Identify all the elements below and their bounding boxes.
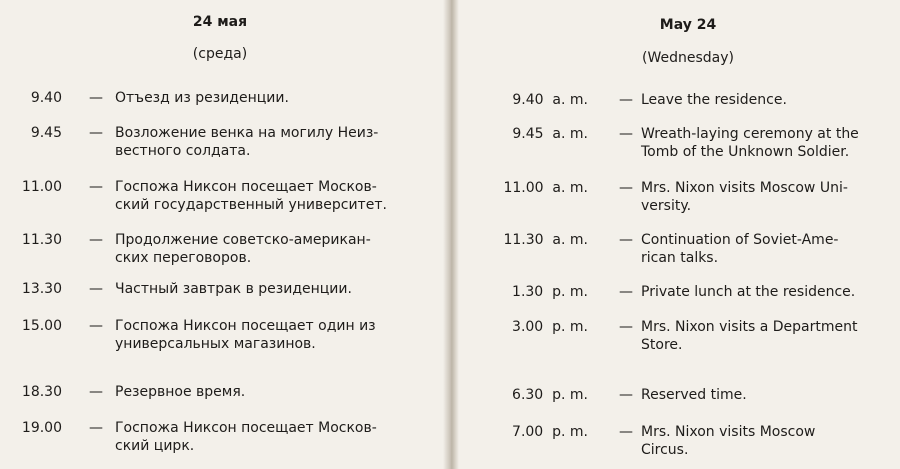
dash: — — [619, 319, 633, 335]
description-line: Tomb of the Unknown Soldier. — [641, 144, 850, 160]
event-description — [115, 383, 245, 401]
description-line: Continuation of Soviet-Ame- — [641, 232, 839, 248]
time-label: 18.30 — [21, 384, 62, 400]
dash: — — [89, 318, 103, 334]
dash: — — [619, 284, 633, 300]
event-description — [641, 179, 848, 215]
dash: — — [89, 232, 103, 248]
description-line: Продолжение советско-американ- — [115, 232, 371, 248]
description-line: Wreath-laying ceremony at the — [641, 126, 859, 142]
description-line: ский государственный университет. — [115, 197, 387, 213]
description-line: Store. — [641, 337, 683, 353]
event-description — [641, 386, 747, 404]
event-description — [115, 231, 371, 267]
event-description — [641, 231, 838, 267]
event-description — [641, 91, 787, 109]
schedule-entry — [18, 89, 438, 107]
description-line: rican talks. — [641, 250, 719, 266]
dash: — — [89, 179, 103, 195]
description-line: Private lunch at the residence. — [641, 284, 856, 300]
description-line: Частный завтрак в резиденции. — [115, 281, 352, 297]
dash: — — [619, 424, 633, 440]
time-label: 13.30 — [21, 281, 62, 297]
event-description — [115, 317, 376, 353]
schedule-entry — [495, 231, 895, 267]
description-line: ский цирк. — [115, 438, 195, 454]
description-line: Leave the residence. — [641, 92, 787, 108]
event-description — [115, 419, 377, 455]
dash: — — [619, 180, 633, 196]
event-description — [115, 89, 289, 107]
schedule-entry — [18, 419, 438, 455]
dash: — — [89, 90, 103, 106]
description-line: вестного солдата. — [115, 143, 251, 159]
description-line: Госпожа Никсон посещает один из — [115, 318, 376, 334]
time-label: 7.00 p. m. — [512, 424, 588, 440]
schedule-entry — [495, 423, 895, 459]
schedule-entry — [495, 179, 895, 215]
description-line: Mrs. Nixon visits a Department — [641, 319, 858, 335]
time-label: 11.00 a. m. — [503, 180, 588, 196]
dash: — — [619, 387, 633, 403]
schedule-entry — [495, 318, 895, 354]
dash: — — [89, 125, 103, 141]
event-description — [115, 178, 387, 214]
description-line: versity. — [641, 198, 692, 214]
event-description — [641, 423, 815, 459]
description-line: Отъезд из резиденции. — [115, 90, 289, 106]
schedule-entry — [18, 178, 438, 214]
dash: — — [619, 126, 633, 142]
dash: — — [89, 384, 103, 400]
description-line: Госпожа Никсон посещает Москов- — [115, 420, 377, 436]
time-label: 9.40 a. m. — [512, 92, 588, 108]
time-label: 19.00 — [21, 420, 62, 436]
time-label: 11.30 a. m. — [503, 232, 588, 248]
schedule-entry — [495, 91, 895, 109]
event-description — [115, 280, 352, 298]
dash: — — [619, 92, 633, 108]
event-description — [641, 318, 857, 354]
schedule-entry — [495, 283, 895, 301]
schedule-entry — [18, 280, 438, 298]
right-date-heading: May 24 — [659, 17, 717, 33]
description-line: Reserved time. — [641, 387, 747, 403]
time-label: 1.30 p. m. — [512, 284, 588, 300]
schedule-entry — [18, 231, 438, 267]
description-line: Mrs. Nixon visits Moscow — [641, 424, 816, 440]
schedule-entry — [18, 317, 438, 353]
time-label: 11.00 — [21, 179, 62, 195]
description-line: Госпожа Никсон посещает Москов- — [115, 179, 377, 195]
time-label: 9.40 — [30, 90, 62, 106]
time-label: 9.45 — [30, 125, 62, 141]
description-line: ских переговоров. — [115, 250, 252, 266]
description-line: Возложение венка на могилу Неиз- — [115, 125, 379, 141]
event-description — [115, 124, 378, 160]
dash: — — [89, 420, 103, 436]
schedule-entry — [495, 386, 895, 404]
description-line: Mrs. Nixon visits Moscow Uni- — [641, 180, 848, 196]
schedule-entry — [18, 383, 438, 401]
description-line: Резервное время. — [115, 384, 246, 400]
event-description — [641, 283, 855, 301]
time-label: 11.30 — [21, 232, 62, 248]
book-gutter — [443, 0, 459, 469]
time-label: 6.30 p. m. — [512, 387, 588, 403]
left-weekday-heading: (среда) — [192, 46, 248, 62]
dash: — — [89, 281, 103, 297]
description-line: Circus. — [641, 442, 689, 458]
schedule-entry — [495, 125, 895, 161]
time-label: 3.00 p. m. — [512, 319, 588, 335]
time-label: 9.45 a. m. — [512, 126, 588, 142]
left-date-heading: 24 мая — [192, 14, 248, 30]
time-label: 15.00 — [21, 318, 62, 334]
schedule-entry — [18, 124, 438, 160]
description-line: универсальных магазинов. — [115, 336, 316, 352]
dash: — — [619, 232, 633, 248]
event-description — [641, 125, 859, 161]
right-weekday-heading: (Wednesday) — [642, 50, 734, 66]
